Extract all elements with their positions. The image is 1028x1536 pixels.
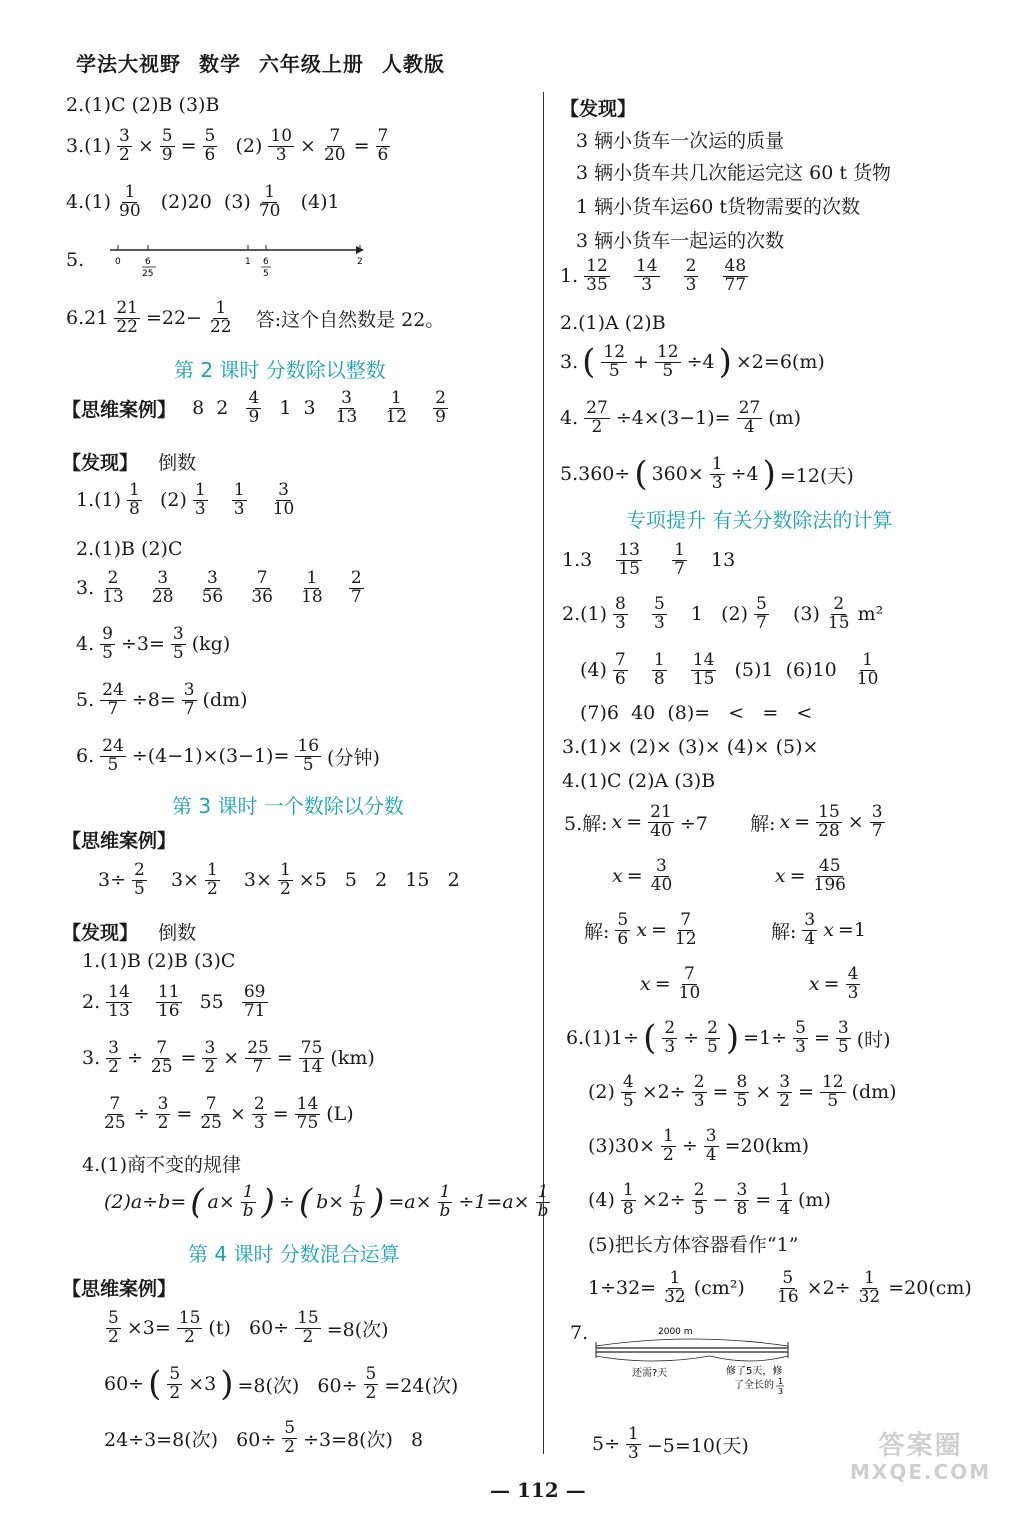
s-answer-5c: 解: $\frac{5}{6}$ x = $\frac{7}{12}$ 解: $\frac{3}{4}$ x =1 <box>584 910 866 949</box>
s-answer-5d: x = $\frac{7}{10}$ x = $\frac{4}{3}$ <box>640 964 859 1003</box>
r-discovery-2: 3 辆小货车共几次能运完这 60 t 货物 <box>576 162 892 184</box>
l2-answer-2: 2.(1)B (2)C <box>76 538 183 560</box>
s-answer-6-3: (3)30× $\frac{1}{2}$ ÷ $\frac{3}{4}$ =20(km) <box>588 1126 810 1165</box>
answer-2: 2.(1)C (2)B (3)B <box>66 94 220 116</box>
r-discovery-label: 【发现】 <box>560 98 637 120</box>
answer-4: 4.(1) $\frac{1}{90}$ (2)20 (3) $\frac{1}{70}$ (4)1 <box>66 182 340 221</box>
discovery-2: 【发现】 倒数 <box>62 922 197 944</box>
s-answer-5b: x = $\frac{3}{40}$ x = $\frac{45}{196}$ <box>612 856 846 895</box>
s-answer-2a: 2.(1) $\frac{8}{3}$ $\frac{5}{3}$ 1 (2) $\frac{5}{7}$ (3) $\frac{2}{15}$ m² <box>562 594 884 633</box>
s-answer-6-5b: 1÷32= $\frac{1}{32}$ (cm²) $\frac{5}{16}$ ×2÷ $\frac{1}{32}$ =20(cm) <box>588 1268 972 1307</box>
l3-answer-4-1: 4.(1)商不变的规律 <box>82 1154 242 1176</box>
thinking-case-3-label: 【思维案例】 <box>62 1278 177 1300</box>
l4-line-2: 60÷ ( $\frac{5}{2}$ ×3 ) =8(次) 60÷ $\frac{5}{2}$ =24(次) <box>104 1364 459 1405</box>
tick-6-num: 6 <box>145 257 151 267</box>
r-answer-4: 4. $\frac{27}{2}$ ÷4×(3−1)= $\frac{27}{4}$ (m) <box>560 398 802 437</box>
s-answer-5a: 5.解: x = $\frac{21}{40}$ ÷7 解: x = $\frac{15}{28}$ × $\frac{3}{7}$ <box>564 802 883 841</box>
r-answer-5: 5.360÷ ( 360× $\frac{1}{3}$ ÷4 ) =12(天) <box>560 454 854 495</box>
l4-line-1: $\frac{5}{2}$ ×3= $\frac{15}{2}$ (t) 60÷ $\frac{15}{2}$ =8(次) <box>108 1308 389 1347</box>
s-answer-2b: (4) $\frac{7}{6}$ $\frac{1}{8}$ $\frac{14}{15}$ (5)1 (6)10 $\frac{1}{10}$ <box>580 650 879 689</box>
answer-5: 5. 0 6 25 1 6 5 2 <box>66 240 368 280</box>
s-answer-2c: (7)6 40 (8)= < = < <box>580 702 813 724</box>
section-lesson-3: 第 3 课时 一个数除以分数 <box>172 794 404 818</box>
section-lesson-2: 第 2 课时 分数除以整数 <box>174 358 386 382</box>
s-answer-7-calc: 5÷ $\frac{1}{3}$ −5=10(天) <box>592 1424 749 1463</box>
diagram-frac-den: 3 <box>778 1387 784 1396</box>
tick-5-den: 5 <box>263 269 269 279</box>
diagram-done-1: 修了5天，修 <box>726 1366 783 1377</box>
section-special: 专项提升 有关分数除法的计算 <box>626 508 893 532</box>
tick-25-den: 25 <box>142 269 154 279</box>
s-answer-6-1: 6.(1)1÷ ( $\frac{2}{3}$ ÷ $\frac{2}{5}$ ) =1÷ $\frac{5}{3}$ = $\frac{3}{5}$ (时) <box>566 1018 891 1059</box>
s-answer-7: 7. 2000 m 还需?天 修了5天，修 了全长的 1 3 <box>570 1322 792 1402</box>
watermark: 答案圈 MXQE.COM <box>850 1431 992 1484</box>
l4-line-3: 24÷3=8(次) 60÷ $\frac{5}{2}$ ÷3=8(次) 8 <box>104 1418 424 1457</box>
discovery-1: 【发现】 倒数 <box>62 452 197 474</box>
r-answer-1: 1. $\frac{12}{35}$ $\frac{14}{3}$ $\frac{2}{3}$ $\frac{48}{77}$ <box>560 256 747 295</box>
s-answer-6-5: (5)把长方体容器看作“1” <box>588 1234 799 1256</box>
s-answer-3: 3.(1)× (2)× (3)× (4)× (5)× <box>562 736 819 758</box>
s-answer-6-4: (4) $\frac{1}{8}$ ×2÷ $\frac{2}{5}$ − $\frac{3}{8}$ = $\frac{1}{4}$ (m) <box>588 1180 831 1219</box>
l2-answer-4: 4. $\frac{9}{5}$ ÷3= $\frac{3}{5}$ (kg) <box>76 624 231 663</box>
answer-6-text: 答:这个自然数是 22。 <box>255 308 445 331</box>
tick-0: 0 <box>115 257 121 267</box>
tick-6b-num: 6 <box>263 257 269 267</box>
r-answer-2: 2.(1)A (2)B <box>560 312 666 334</box>
s-answer-4: 4.(1)C (2)A (3)B <box>562 770 716 792</box>
l2-answer-3: 3. $\frac{2}{13}$ $\frac{3}{28}$ $\frac{3}{56}$ $\frac{7}{36}$ $\frac{1}{18}$ $\frac{2}{7}$ <box>76 568 362 607</box>
l3-answer-3b: $\frac{7}{25}$ ÷ $\frac{3}{2}$ = $\frac{7}{25}$ × $\frac{2}{3}$ = $\frac{14}{75}$ (L) <box>104 1094 354 1133</box>
l3-answer-2: 2. $\frac{14}{13}$ $\frac{11}{16}$ 55 $\frac{69}{71}$ <box>82 982 266 1021</box>
number-line <box>88 240 368 280</box>
tick-2: 2 <box>357 257 363 267</box>
l3-answer-3a: 3. $\frac{3}{2}$ ÷ $\frac{7}{25}$ = $\frac{3}{2}$ × $\frac{25}{7}$ = $\frac{75}{14}$ (km) <box>82 1038 375 1077</box>
road-diagram <box>592 1322 792 1402</box>
thinking-case-2: 3÷ $\frac{2}{5}$ 3× $\frac{1}{2}$ 3× $\frac{1}{2}$ ×5 5 2 15 2 <box>98 860 460 899</box>
r-discovery-4: 3 辆小货车一起运的次数 <box>576 230 785 252</box>
tick-1: 1 <box>245 257 251 267</box>
r-answer-3: 3. ( $\frac{12}{5}$ + $\frac{12}{5}$ ÷4 ) ×2=6(m) <box>560 342 825 383</box>
answer-6: 6.21 $\frac{21}{22}$ =22− $\frac{1}{22}$ 答:这个自然数是 22。 <box>66 298 445 337</box>
page-header: 学法大视野 数学 六年级上册 人教版 <box>76 52 445 76</box>
s-answer-6-2: (2) $\frac{4}{5}$ ×2÷ $\frac{2}{3}$ = $\frac{8}{5}$ × $\frac{3}{2}$ = $\frac{12}{5}$ (dm) <box>588 1072 897 1111</box>
l2-answer-5: 5. $\frac{24}{7}$ ÷8= $\frac{3}{7}$ (dm) <box>76 680 248 719</box>
l3-answer-4-2: (2)a÷b= ( a× $\frac{1}{b}$ ) ÷ ( b× $\frac{1}{b}$ ) =a× $\frac{1}{b}$ ÷1=a× $\frac{1}{b}$ <box>104 1182 549 1223</box>
answer-3: 3.(1) $\frac{3}{2}$ × $\frac{5}{9}$ = $\frac{5}{6}$ (2) $\frac{10}{3}$ × $\frac{7}{20}$ = $\frac{7}{6}$ <box>66 126 389 165</box>
diagram-length: 2000 m <box>658 1327 693 1337</box>
l3-answer-1: 1.(1)B (2)B (3)C <box>82 950 236 972</box>
l2-answer-1: 1.(1) $\frac{1}{8}$ (2) $\frac{1}{3}$ $\frac{1}{3}$ $\frac{3}{10}$ <box>76 480 295 519</box>
diagram-frac-num: 1 <box>778 1377 784 1386</box>
section-lesson-4: 第 4 课时 分数混合运算 <box>188 1242 400 1266</box>
l2-answer-6: 6. $\frac{24}{5}$ ÷(4−1)×(3−1)= $\frac{16}{5}$ (分钟) <box>76 736 380 775</box>
thinking-case-2-label: 【思维案例】 <box>62 830 177 852</box>
s-answer-1: 1.3 $\frac{13}{15}$ $\frac{1}{7}$ 13 <box>562 540 736 579</box>
diagram-done-2: 了全长的 <box>734 1380 775 1391</box>
diagram-remaining: 还需?天 <box>632 1368 668 1379</box>
r-discovery-1: 3 辆小货车一次运的质量 <box>576 130 785 152</box>
column-divider <box>543 92 544 1454</box>
r-discovery-3: 1 辆小货车运60 t货物需要的次数 <box>576 196 860 218</box>
page-number: — 112 — <box>490 1478 586 1502</box>
thinking-case-1: 【思维案例】 8 2 $\frac{4}{9}$ 1 3 $\frac{3}{13}$ $\frac{1}{12}$ $\frac{2}{9}$ <box>62 388 446 427</box>
